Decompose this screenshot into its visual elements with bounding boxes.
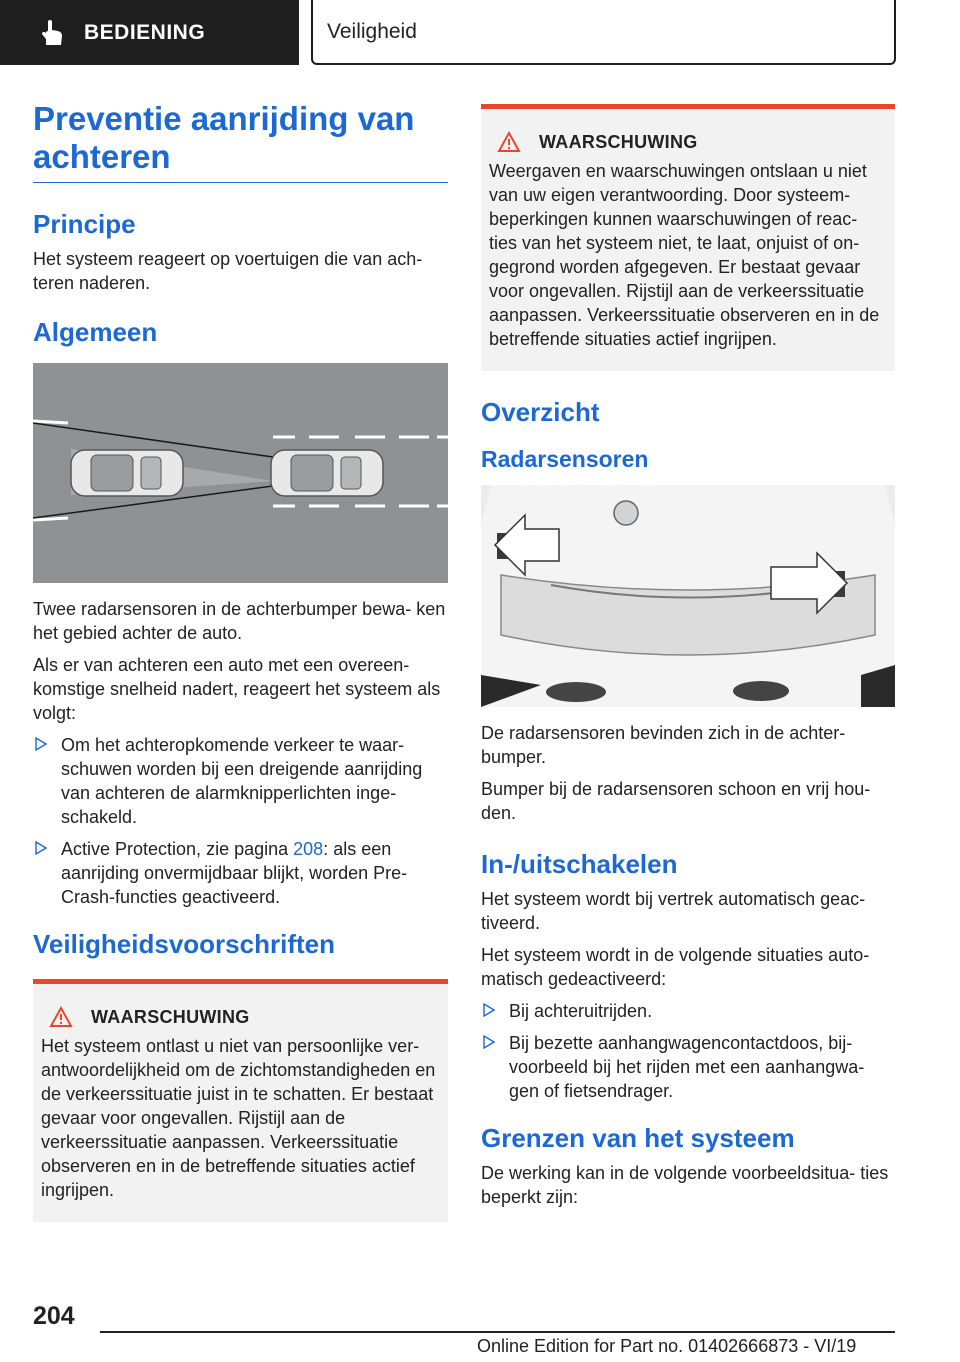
warning-label: WAARSCHUWING xyxy=(91,1006,250,1027)
chapter-tab-label: Veiligheid xyxy=(327,19,417,43)
inuit-bullet-list xyxy=(481,999,895,1103)
inuit-p2: Het systeem wordt in de volgende situaties auto- matisch gedeactiveerd: xyxy=(481,945,870,989)
page-number: 204 xyxy=(33,1302,75,1330)
overzicht-heading: Overzicht xyxy=(481,397,600,427)
algemeen-p2: Als er van achteren een auto met een overeen- komstige snelheid nadert, reageert het systeem als volgt: xyxy=(33,655,441,723)
hand-pointer-icon xyxy=(36,17,68,49)
algemeen-p1: Twee radarsensoren in de achterbumper bewa- ken het gebied achter de auto. xyxy=(33,599,446,643)
bullet-text-post: : als een aanrijding onvermijdbaar blijkt, worden Pre- Crash-functies geactiveerd. xyxy=(61,839,408,907)
inuit-heading: In-/uitschakelen xyxy=(481,849,678,879)
bullet-text: Bij bezette aanhangwagencontactdoos, bij- voorbeeld bij het rijden met een aanhangwa- gen of fietsendrager. xyxy=(509,1033,865,1101)
overzicht-p2: Bumper bij de radarsensoren schoon en vrij hou- den. xyxy=(481,779,871,823)
section-tab[interactable] xyxy=(0,0,299,65)
page-title: Preventie aanrijding van achteren xyxy=(33,100,448,183)
warning-text: Weergaven en waarschuwingen ontslaan u niet van uw eigen verantwoording. Door systeem- beperkingen kunnen waarschuwingen of reac- ties van het systeem niet, te laat, onjuist of on- gegrond worden afgegeven. Er bestaat gevaar voor ongevallen. Rijstijl aan de verkeerssituatie aanpassen. Verkeerssituatie observeren en in de betreffende situaties actief ingrijpen. xyxy=(489,161,880,349)
list-item xyxy=(33,733,448,829)
principe-text: Het systeem reageert op voertuigen die van ach- teren naderen. xyxy=(33,249,423,293)
warning-label: WAARSCHUWING xyxy=(539,131,698,152)
grenzen-heading: Grenzen van het systeem xyxy=(481,1123,795,1153)
section-tab-label: BEDIENING xyxy=(84,20,206,44)
list-item xyxy=(33,837,448,909)
list-item xyxy=(481,1031,895,1103)
warning-text: Het systeem ontlast u niet van persoonlijke ver- antwoordelijkheid om de zichtomstandigheden en de verkeerssituatie juist in te schatten. Er bestaat gevaar voor ongevallen. Rijstijl aan de verkeerssituatie aanpassen. Verkeerssituatie observeren en in de betreffende situaties actief ingrijpen. xyxy=(41,1036,436,1200)
right-column xyxy=(481,104,895,1217)
overzicht-p1: De radarsensoren bevinden zich in de achter- bumper. xyxy=(481,723,846,767)
page-link-208[interactable]: 208 xyxy=(293,839,324,859)
warning-header xyxy=(489,131,887,153)
triangle-bullet-icon xyxy=(35,841,47,855)
grenzen-p1: De werking kan in de volgende voorbeeldsitua- ties beperkt zijn: xyxy=(481,1163,889,1207)
radarsensoren-heading: Radarsensoren xyxy=(481,446,649,472)
footer-divider xyxy=(100,1331,895,1333)
warning-triangle-icon xyxy=(497,131,521,153)
left-column xyxy=(33,100,448,1222)
warning-header xyxy=(41,1006,440,1028)
chapter-tab[interactable] xyxy=(311,0,896,65)
inuit-p1: Het systeem wordt bij vertrek automatisch geac- tiveerd. xyxy=(481,889,866,933)
veiligheid-heading: Veiligheidsvoorschriften xyxy=(33,929,335,959)
algemeen-heading: Algemeen xyxy=(33,317,158,347)
warning-triangle-icon xyxy=(49,1006,73,1028)
edition-text: Online Edition for Part no. 01402666873 - VI/19 xyxy=(477,1336,857,1356)
road-diagram xyxy=(33,363,448,583)
bullet-text: Bij achteruitrijden. xyxy=(509,1001,653,1021)
triangle-bullet-icon xyxy=(483,1035,495,1049)
warning-box xyxy=(481,104,895,371)
list-item xyxy=(481,999,895,1023)
bullet-text: Om het achteropkomende verkeer te waar- schuwen worden bij een dreigende aanrijding van achteren de alarmknipperlichten inge- schakeld. xyxy=(61,735,423,827)
bumper-radar-image xyxy=(481,485,895,707)
algemeen-bullet-list xyxy=(33,733,448,909)
principe-heading: Principe xyxy=(33,209,136,239)
triangle-bullet-icon xyxy=(35,737,47,751)
warning-box xyxy=(33,979,448,1222)
triangle-bullet-icon xyxy=(483,1003,495,1017)
bullet-text-pre: Active Protection, zie pagina xyxy=(61,839,294,859)
